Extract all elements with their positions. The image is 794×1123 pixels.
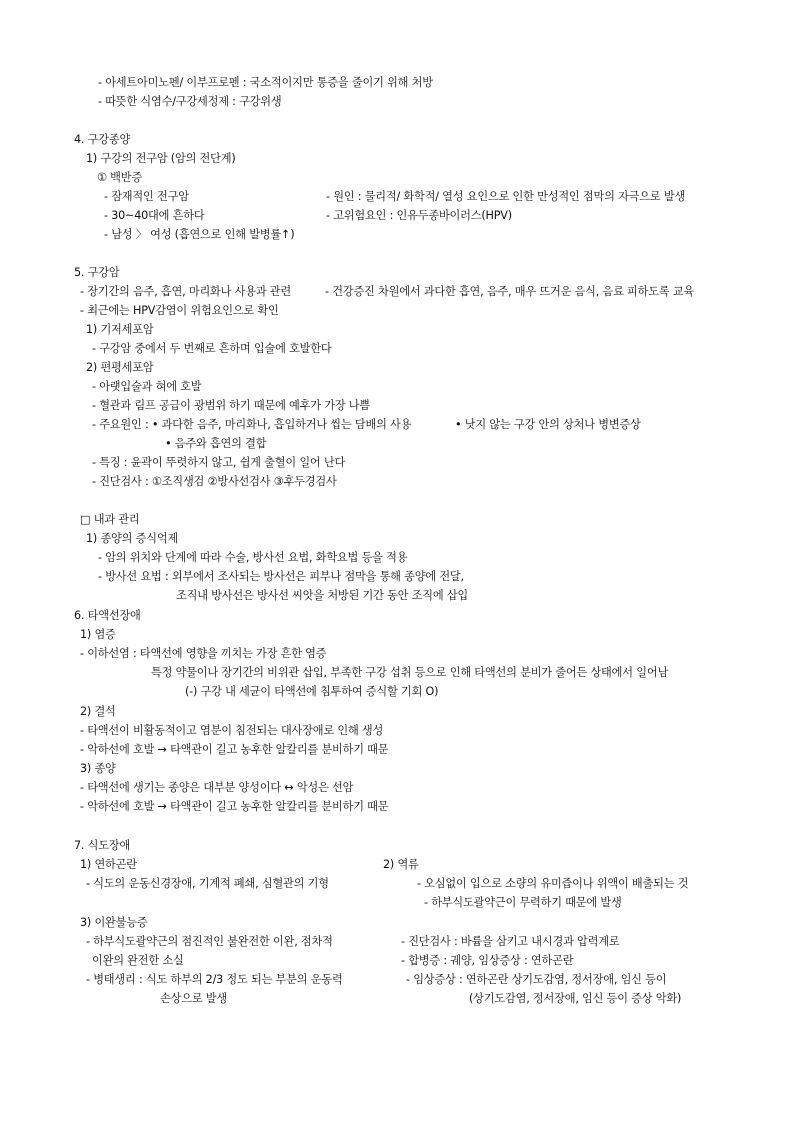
text-line: - 구강암 중에서 두 번째로 흔하며 입술에 호발한다: [92, 342, 332, 355]
text-line: • 음주와 흡연의 결합: [165, 437, 267, 450]
text-line: - 타액선에 생기는 종양은 대부분 양성이다 ↔ 악성은 선암: [80, 781, 354, 794]
text-line: - 아세트아미노펜/ 이부프로펜 : 국소적이지만 통증을 줄이기 위해 처방: [98, 76, 433, 89]
text-line: 조직내 방사선은 방사선 씨앗을 처방된 기간 동안 조직에 삽입: [176, 589, 469, 602]
text-line: - 악하선에 호발 → 타액관이 길고 농후한 알칼리를 분비하기 때문: [80, 743, 389, 756]
text-line: (-) 구강 내 세균이 타액선에 침투하여 증식할 기회 O): [185, 685, 439, 698]
text-line: - 임상증상 : 연하곤란 상기도감염, 정서장애, 임신 등이: [406, 973, 667, 986]
text-line: - 방사선 요법 : 외부에서 조사되는 방사선은 피부나 점막을 통해 종양에 전달,: [98, 570, 464, 583]
text-line: - 이하선염 : 타액선에 영향을 끼치는 가장 흔한 염증: [80, 647, 327, 660]
text-line: - 남성 〉 여성 (흡연으로 인해 발병률↑): [104, 228, 295, 241]
text-line: - 따뜻한 식염수/구강세정제 : 구강위생: [98, 95, 282, 108]
text-line: (상기도감염, 정서장애, 임신 등이 증상 악화): [469, 992, 682, 1005]
text-line: - 진단검사 : ①조직생검 ②방사선검사 ③후두경검사: [92, 475, 337, 488]
text-line: - 고위험요인 : 인유두종바이러스(HPV): [326, 209, 512, 222]
subsection-heading: 1) 구강의 전구암 (암의 전단계): [86, 152, 236, 165]
text-line: - 병태생리 : 식도 하부의 2/3 정도 되는 부분의 운동력: [86, 973, 343, 986]
text-line: - 특징 : 윤곽이 뚜렷하지 않고, 쉽게 출혈이 일어 난다: [92, 456, 346, 469]
text-line: - 하부식도괄약근의 점진적인 불완전한 이완, 점차적: [86, 935, 333, 948]
section-heading: 5. 구강암: [74, 266, 120, 279]
subsection-heading: 3) 종양: [80, 762, 116, 775]
text-line: - 최근에는 HPV감염이 위험요인으로 확인: [80, 304, 279, 317]
text-line: - 타액선이 비활동적이고 염분이 침전되는 대사장애로 인해 생성: [80, 724, 384, 737]
subsection-heading: 2) 편평세포암: [86, 361, 154, 374]
text-line: 특정 약물이나 장기간의 비위관 삽입, 부족한 구강 섭취 등으로 인해 타액선의 분비가 줄어든 상태에서 일어남: [151, 666, 669, 679]
text-line: - 악하선에 호발 → 타액관이 길고 농후한 알칼리를 분비하기 때문: [80, 800, 389, 813]
text-line: - 오심없이 입으로 소량의 유미즙이나 위액이 배출되는 것: [417, 877, 689, 890]
section-heading: 6. 타액선장애: [74, 609, 141, 622]
text-line: 이완의 완전한 소실: [92, 954, 184, 967]
text-line: • 낫지 않는 구강 안의 상처나 병변증상: [455, 418, 641, 431]
section-heading: 7. 식도장애: [74, 839, 131, 852]
text-line: - 건강증진 차원에서 과다한 흡연, 음주, 매우 뜨거운 음식, 음료 피하도록 교육: [325, 285, 695, 298]
subsection-heading: 3) 이완불능증: [80, 916, 148, 929]
text-line: - 원인 : 물리적/ 화학적/ 열성 요인으로 인한 만성적인 점막의 자극으로 발생: [326, 190, 686, 203]
text-line: - 진단검사 : 바륨을 삼키고 내시경과 압력계로: [401, 935, 620, 948]
subsection-heading: 1) 종양의 증식억제: [86, 532, 179, 545]
section-heading: 4. 구강종양: [74, 133, 131, 146]
text-line: - 주요원인 : • 과다한 음주, 마리화나, 흡입하거나 씹는 담배의 사용: [92, 418, 412, 431]
text-line: - 잠재적인 전구암: [104, 190, 189, 203]
text-line: - 장기간의 음주, 흡연, 마리화나 사용과 관련: [80, 285, 292, 298]
section-heading: □ 내과 관리: [80, 513, 140, 526]
text-line: - 혈관과 림프 공급이 광범위 하기 때문에 예후가 가장 나쁨: [92, 399, 371, 412]
subsection-heading: 2) 역류: [383, 858, 419, 871]
subsection-heading: 1) 염증: [80, 628, 116, 641]
item-heading: ① 백반증: [97, 171, 143, 184]
text-line: - 암의 위치와 단계에 따라 수술, 방사선 요법, 화학요법 등을 적용: [98, 551, 408, 564]
subsection-heading: 1) 연하곤란: [80, 858, 137, 871]
text-line: - 아랫입술과 혀에 호발: [92, 380, 202, 393]
text-line: - 하부식도괄약근이 무력하기 때문에 발생: [424, 896, 622, 909]
text-line: - 합병증 : 궤양, 임상증상 : 연하곤란: [401, 954, 574, 967]
text-line: - 식도의 운동신경장애, 기계적 폐쇄, 심혈관의 기형: [86, 877, 329, 890]
subsection-heading: 2) 결석: [80, 705, 116, 718]
text-line: 손상으로 발생: [160, 992, 227, 1005]
text-line: - 30~40대에 흔하다: [104, 209, 205, 222]
subsection-heading: 1) 기저세포암: [86, 323, 154, 336]
